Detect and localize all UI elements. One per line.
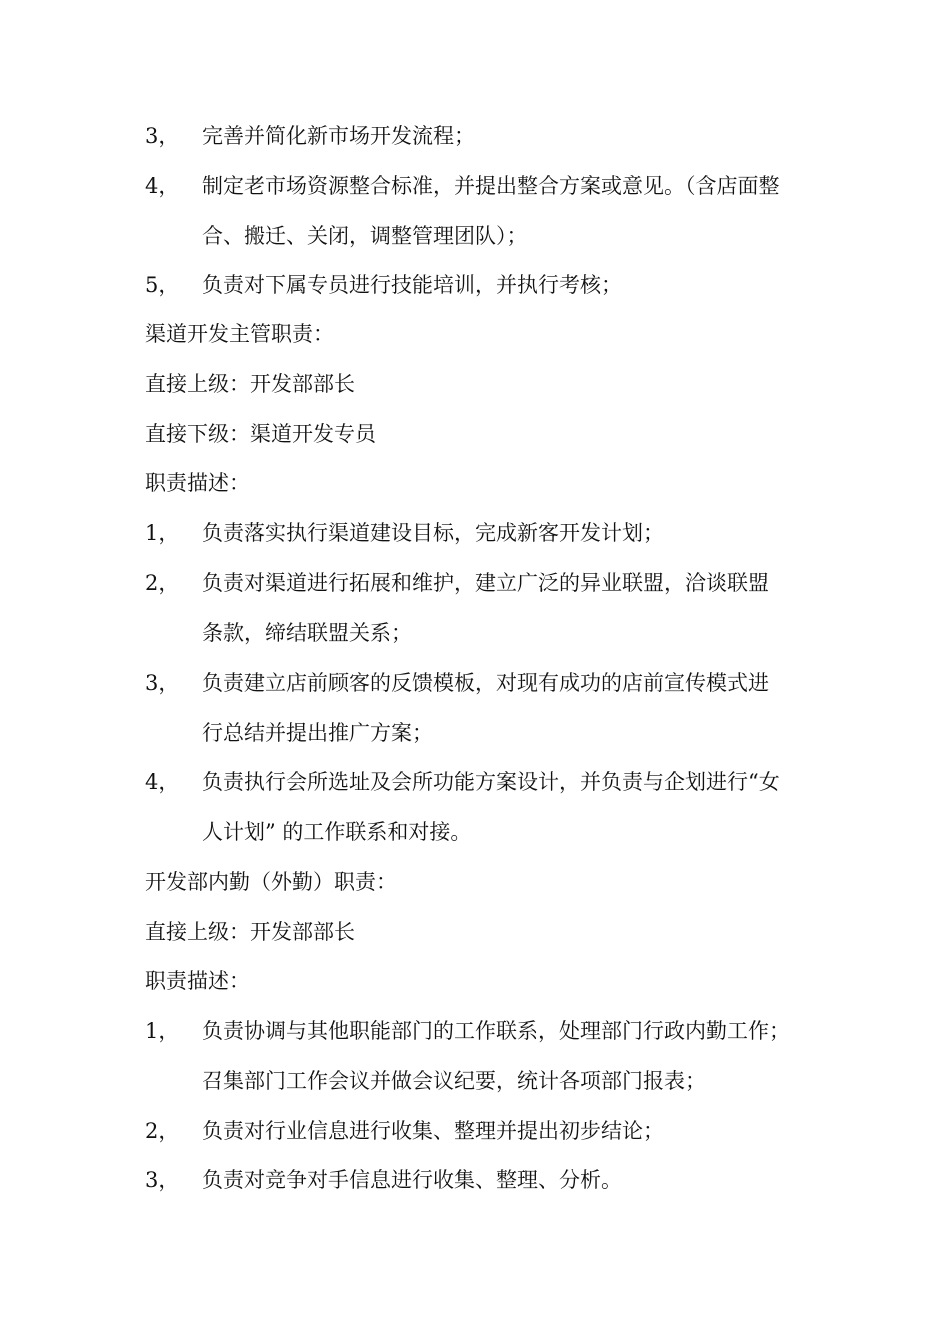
superior-text: 直接上级：开发部部长 bbox=[145, 920, 355, 944]
list-number: 5， bbox=[145, 273, 180, 297]
list-number: 4， bbox=[145, 770, 180, 794]
list-text: 负责对渠道进行拓展和维护，建立广泛的异业联盟，洽谈联盟 bbox=[202, 571, 769, 595]
list-text: 负责对竞争对手信息进行收集、整理、分析。 bbox=[202, 1168, 622, 1192]
list-text: 行总结并提出推广方案； bbox=[202, 721, 433, 745]
list-text: 完善并简化新市场开发流程； bbox=[202, 124, 475, 148]
list-text: 负责建立店前顾客的反馈模板，对现有成功的店前宣传模式进 bbox=[202, 671, 769, 695]
section-heading-text: 开发部内勤（外勤）职责： bbox=[145, 870, 397, 894]
list-number: 3， bbox=[145, 1168, 180, 1192]
list-number: 2， bbox=[145, 1119, 180, 1143]
list-text: 人计划” 的工作联系和对接。 bbox=[202, 820, 472, 844]
superior-text: 直接上级：开发部部长 bbox=[145, 372, 355, 396]
list-number: 2， bbox=[145, 571, 180, 595]
list-number: 1， bbox=[145, 1019, 180, 1043]
list-text: 负责落实执行渠道建设目标，完成新客开发计划； bbox=[202, 521, 664, 545]
list-text: 负责协调与其他职能部门的工作联系，处理部门行政内勤工作； bbox=[202, 1019, 790, 1043]
list-number: 3， bbox=[145, 124, 180, 148]
list-text: 召集部门工作会议并做会议纪要，统计各项部门报表； bbox=[202, 1069, 706, 1093]
list-number: 3， bbox=[145, 671, 180, 695]
subordinate-text: 直接下级：渠道开发专员 bbox=[145, 422, 376, 446]
list-number: 1， bbox=[145, 521, 180, 545]
duty-description-text: 职责描述： bbox=[145, 969, 250, 993]
list-text: 负责执行会所选址及会所功能方案设计，并负责与企划进行“女 bbox=[202, 770, 780, 794]
list-text: 条款，缔结联盟关系； bbox=[202, 621, 412, 645]
section-heading-text: 渠道开发主管职责： bbox=[145, 322, 334, 346]
list-text: 制定老市场资源整合标准，并提出整合方案或意见。（含店面整 bbox=[202, 174, 780, 198]
list-text: 合、搬迁、关闭，调整管理团队）； bbox=[202, 224, 528, 248]
duty-description-text: 职责描述： bbox=[145, 471, 250, 495]
list-text: 负责对下属专员进行技能培训，并执行考核； bbox=[202, 273, 622, 297]
list-text: 负责对行业信息进行收集、整理并提出初步结论； bbox=[202, 1119, 664, 1143]
list-number: 4， bbox=[145, 174, 180, 198]
